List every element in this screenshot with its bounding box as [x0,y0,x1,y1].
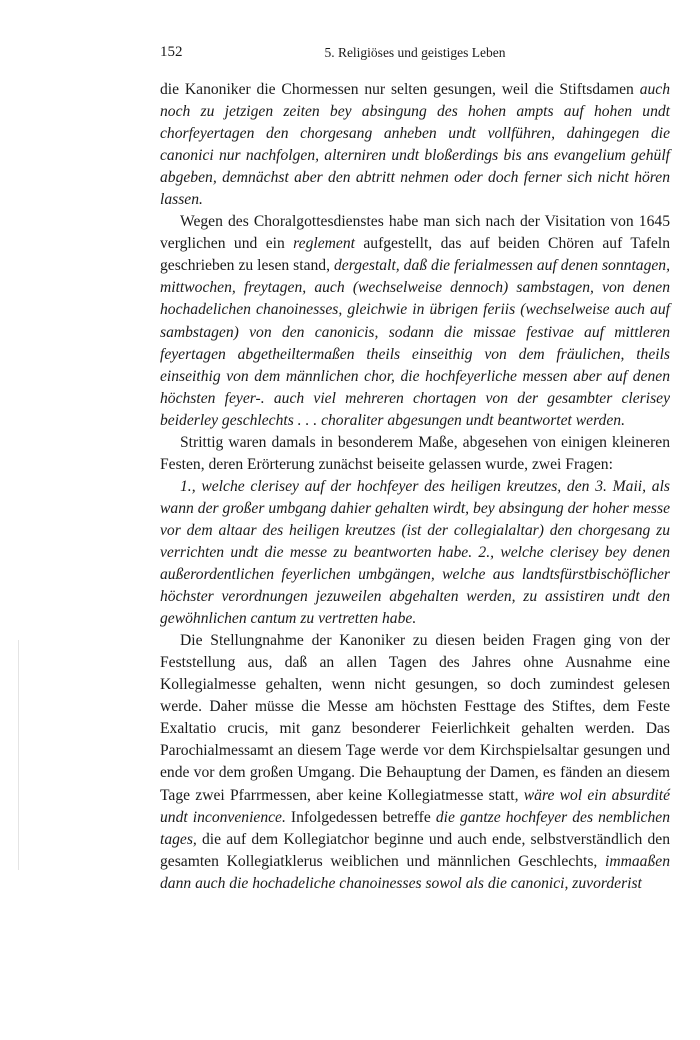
body-text-run: die Kanoniker die Chormessen nur selten gesungen, weil die Stiftsdamen [160,81,640,98]
quoted-source-text: auch noch zu jetzigen zeiten bey absingung des hohen ampts auf hohen undt chorfeyertagen den chorgesang anheben undt vollführen, dahingegen die canonici nur nachfolgen, alterniren undt bloßerdings bis ans evangelium gehülf abgeben, demnächst aber den abtritt nehmen oder doch ferner sich nicht hören lassen. [160,81,670,209]
body-text-run: aufgestellt, das auf beiden Chören auf Tafeln geschrieben zu lesen stand, [160,235,670,275]
quoted-source-text: 1., welche clerisey auf der hochfeyer des heiligen kreutzes, den 3. Maii, als wann der großer umbgang dahier gehalten wirdt, bey absingung der hoher messe vor dem altaar des heiligen kreutzes (ist der collegialaltar) den chorgesang zu verrichten undt die messe zu beantworten habe. 2., welche clerisey bey denen außerordentlichen feyerlichen umbgängen, welche aus landtsfürstbischöflicher höchster verordnungen jezuweilen abgehalten werden, zu assistiren undt den gewöhnlichen cantum zu vertretten habe. [160,477,670,628]
page-number: 152 [160,44,183,60]
paragraph [160,476,670,630]
quoted-source-text: dergestalt, daß die ferialmessen auf denen sonntagen, mittwochen, freytagen, auch (wechselweise dennoch) sambstagen, von denen hochadelichen chanoinesses, gleichwie in übrigen feriis (wechselweise auch auf sambstagen) von den canonicis, sodann die missae festivae auf mittleren feyertagen abgetheiltermaßen theils einseithig von dem fräulichen, theils einseithig von dem männlichen chor, die hochfeyerliche messen aber auf denen höchsten feyer-. auch viel mehreren chortagen von der gesambter clerisey beiderley geschlechts . . . choraliter abgesungen undt beantwortet werden. [160,257,670,429]
paragraph [160,79,670,211]
body-text-run: Infolgedessen betreffe [285,808,436,826]
quoted-source-text: reglement [293,235,355,253]
margin-shadow [18,640,19,870]
quoted-source-text: die gantze hochfeyer des nemblichen tages, [160,808,670,848]
body-text-run: Strittig waren damals in besonderem Maße, abgesehen von einigen kleineren Festen, deren Erörterung zunächst beiseite gelassen wurde, zwei Fragen: [160,433,670,473]
body-text [160,79,670,895]
body-text-run: die auf dem Kollegiatchor beginne und auch ende, selbstverständlich den gesamten Kollegiatklerus weiblichen und männlichen Geschlechts, [160,830,670,870]
body-text-run: Wegen des Choralgottesdienstes habe man sich nach der Visitation von 1645 verglichen und ein [160,213,670,253]
quoted-source-text: immaaßen dann auch die hochadeliche chanoinesses sowol als die canonici, zuvorderist [160,852,670,892]
running-title: 5. Religiöses und geistiges Leben [324,45,506,60]
quoted-source-text: wäre wol ein absurdité undt inconvenience. [160,786,670,826]
body-text-run: Die Stellungnahme der Kanoniker zu diesen beiden Fragen ging von der Feststellung aus, daß an allen Tagen des Jahres ohne Ausnahme eine Kollegialmesse gehalten, wenn nicht gesungen, so doch zumindest gelesen werde. Daher müsse die Messe am höchsten Festtage des Stiftes, dem Feste Exaltatio crucis, mit ganz besonderer Feierlichkeit gehalten werden. Das Parochialmessamt an diesem Tage werde vor dem Kirchspielsaltar gesungen und ende vor dem großen Umgang. Die Behauptung der Damen, es fänden an diesem Tage zwei Pfarrmessen, aber keine Kollegiatmesse statt, [160,632,670,804]
paragraph [160,432,670,476]
paragraph [160,630,670,895]
page-header [160,44,670,66]
paragraph [160,211,670,431]
